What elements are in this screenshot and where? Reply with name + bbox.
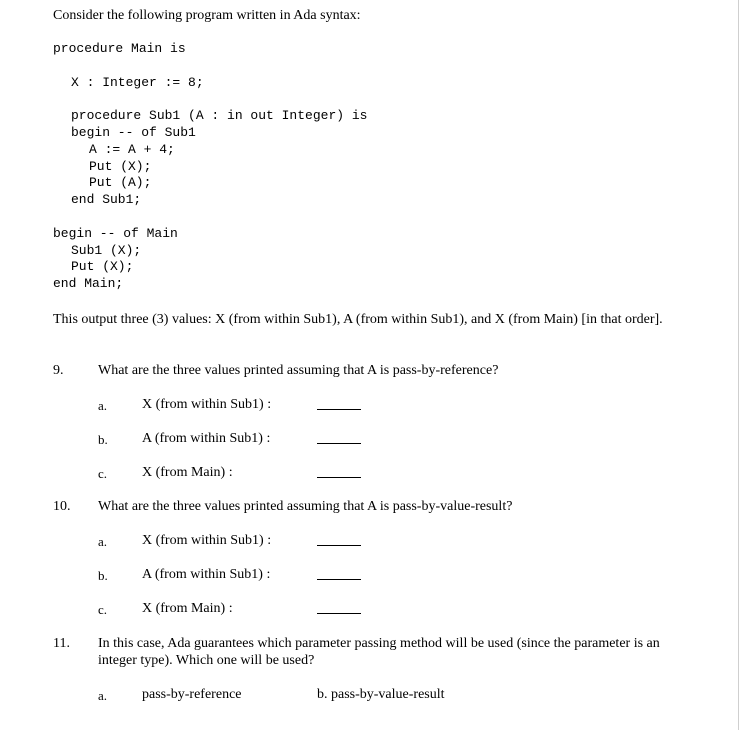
answer-blank[interactable]	[317, 477, 361, 478]
page-edge-rule	[738, 0, 739, 730]
item-letter: c.	[98, 602, 108, 617]
answer-blank[interactable]	[317, 579, 361, 580]
code-line: Put (X);	[71, 259, 134, 274]
item-label: X (from Main) :	[142, 465, 233, 480]
item-letter: a.	[98, 398, 108, 413]
code-line: Put (X);	[89, 159, 152, 174]
code-line: A := A + 4;	[89, 142, 175, 157]
item-label: A (from within Sub1) :	[142, 567, 271, 582]
code-line: procedure Sub1 (A : in out Integer) is	[71, 108, 368, 123]
item-label: X (from within Sub1) :	[142, 397, 272, 412]
question-text: In this case, Ada guarantees which parameter passing method will be used (since the parameter is an integer type). Which one will be used?	[98, 636, 660, 668]
question-number: 11.	[53, 636, 70, 651]
code-line: X : Integer := 8;	[71, 75, 204, 90]
answer-blank[interactable]	[317, 545, 361, 546]
item-label: X (from Main) :	[142, 601, 233, 616]
code-line: begin -- of Main	[53, 226, 178, 241]
code-line: procedure Main is	[53, 41, 186, 56]
code-line: end Sub1;	[71, 192, 142, 207]
question-number: 10.	[53, 499, 71, 514]
option-pass-by-value-result: b. pass-by-value-result	[317, 687, 445, 702]
output-note: This output three (3) values: X (from within Sub1), A (from within Sub1), and X (from Main) [in that order].	[53, 312, 663, 327]
item-label: X (from within Sub1) :	[142, 533, 272, 548]
code-line: Put (A);	[89, 175, 152, 190]
option-letter: a.	[98, 688, 108, 703]
question-number: 9.	[53, 363, 64, 378]
item-letter: b.	[98, 432, 108, 447]
item-letter: c.	[98, 466, 108, 481]
answer-blank[interactable]	[317, 613, 361, 614]
question-text: What are the three values printed assuming that A is pass-by-reference?	[98, 363, 499, 378]
code-line: end Main;	[53, 276, 124, 291]
answer-blank[interactable]	[317, 443, 361, 444]
code-line: begin -- of Sub1	[71, 125, 196, 140]
item-label: A (from within Sub1) :	[142, 431, 271, 446]
answer-blank[interactable]	[317, 409, 361, 410]
question-text: What are the three values printed assuming that A is pass-by-value-result?	[98, 499, 513, 514]
intro-text: Consider the following program written in Ada syntax:	[53, 8, 361, 23]
code-line: Sub1 (X);	[71, 243, 142, 258]
item-letter: a.	[98, 534, 108, 549]
item-letter: b.	[98, 568, 108, 583]
option-pass-by-reference: pass-by-reference	[142, 687, 242, 702]
